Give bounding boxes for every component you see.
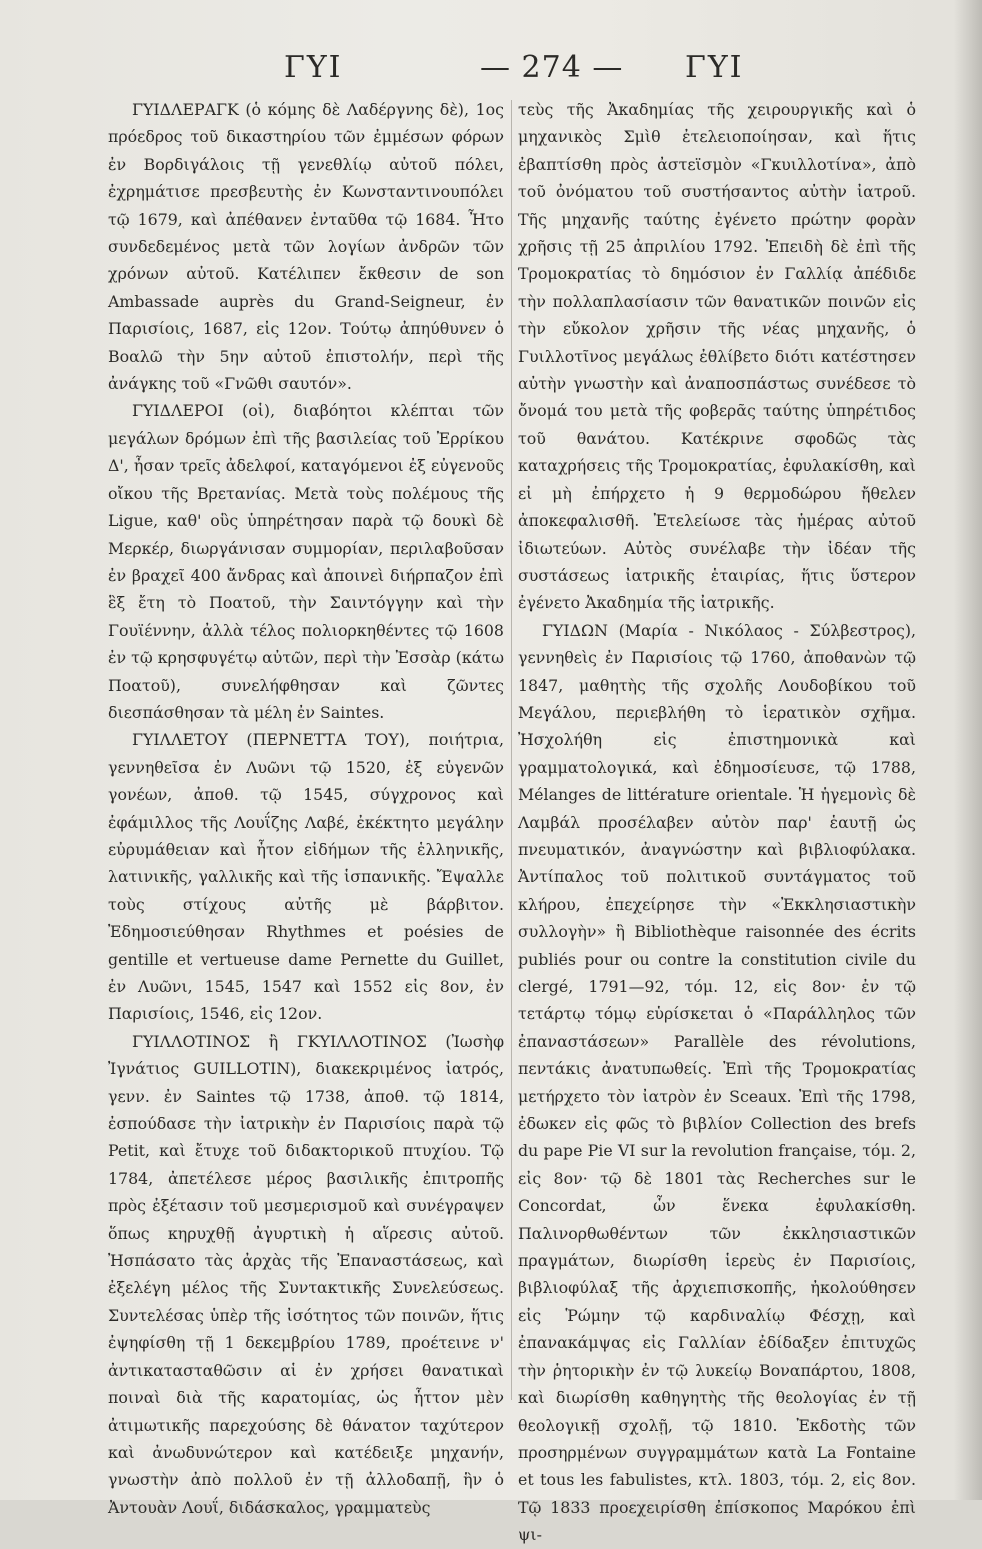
entry-guillotin: ΓΥΙΛΛΟΤΙΝΟΣ ἢ ΓΚΥΙΛΛΟΤΙΝΟΣ (Ἰωσὴφ Ἰγνάτιος GUILLOTIN), διακεκριμένος ἰατρός, γενν. ἐν Saintes τῷ 1738, ἀποθ. τῷ 1814, ἐσπούδασε τὴν ἰατρικὴν ἐν Παρισίοις παρὰ τῷ Petit, καὶ ἔτυχε τοῦ διδακτορικοῦ πτυχίου. Τῷ 1784, ἀπετέλεσε μέρος βασιλικῆς ἐπιτροπῆς πρὸς ἐξέτασιν τοῦ μεσμερισμοῦ καὶ συνέγραψεν ὅπως κηρυχθῇ ἀγυρτικὴ ἡ αἵρεσις αὐτοῦ. Ἠσπάσατο τὰς ἀρχὰς τῆς Ἐπαναστάσεως, καὶ ἐξελέγη μέλος τῆς Συντακτικῆς Συνελεύσεως. Συντελέσας ὑπὲρ τῆς ἰσότητος τῶν ποινῶν, ἥτις ἐψηφίσθη τῇ 1 δεκεμβρίου 1789, προέτεινε ν' ἀντικατασταθῶσιν αἱ ἐν χρήσει θανατικαὶ ποιναὶ διὰ τῆς καρατομίας, ὡς ἧττον μὲν ἀτιμωτικῆς παρεχούσης δὲ θάνατον ταχύτερον καὶ ἀνωδυνώτερον καὶ κατέδειξε μηχανήν, γνωστὴν ἀπὸ πολλοῦ ἐν τῇ ἀλλοδαπῇ, ἣν ὁ Ἀντουὰν Λουΐ, διδάσκαλος, γραμματεὺς bbox=[108, 1031, 504, 1517]
entry-guidleroi: ΓΥΙΔΛΕΡΟΙ (οἱ), διαβόητοι κλέπται τῶν μεγάλων δρόμων ἐπὶ τῆς βασιλείας τοῦ Ἐρρίκου Δ', ἦσαν τρεῖς ἀδελφοί, καταγόμενοι ἐξ εὐγενοῦς οἴκου τῆς Βρετανίας. Μετὰ τοὺς πολέμους τῆς Ligue, καθ' οὓς ὑπηρέτησαν παρὰ τῷ δουκὶ δὲ Μερκέρ, διωργάνισαν συμμορίαν, περιλαβοῦσαν ἐν βραχεῖ 400 ἄνδρας καὶ ἀποινεὶ διήρπαζον ἐπὶ ἓξ ἔτη τὸ Ποατοῦ, τὴν Σαιντόγγην καὶ τὴν Γουϊέννην, ἀλλὰ τέλος πολιορκηθέντες τῷ 1608 ἐν τῷ κρησφυγέτῳ αὐτῶν, περὶ τὴν Ἐσσὰρ (κάτω Ποατοῦ), συνελήφθησαν καὶ ζῶντες διεσπάσθησαν τὰ μέλη ἐν Saintes. bbox=[108, 401, 504, 722]
running-header bbox=[100, 50, 920, 90]
header-right-guide-word: ΓΥΙ bbox=[685, 50, 744, 85]
entry-guidon: ΓΥΙΔΩΝ (Μαρία - Νικόλαος - Σύλβεστρος), γεννηθεὶς ἐν Παρισίοις τῷ 1760, ἀποθανὼν τῷ 1847, μαθητὴς τῆς σχολῆς Λουδοβίκου τοῦ Μεγάλου, περιεβλήθη τὸ ἱερατικὸν σχῆμα. Ἠσχολήθη εἰς ἐπιστημονικὰ καὶ γραμματολογικά, καὶ ἐδημοσίευσε, τῷ 1788, Mélanges de littérature orientale. Ἡ ἡγεμονὶς δὲ Λαμβάλ προσέλαβεν αὐτὸν παρ' ἑαυτῇ ὡς πνευματικόν, ἀναγνώστην καὶ βιβλιοφύλακα. Ἀντίπαλος τοῦ πολιτικοῦ συντάγματος τοῦ κλήρου, ἐπεχείρησε τὴν «Ἐκκλησιαστικὴν συλλογὴν» ἢ Bibliothèque raisonnée des écrits publiés pour ou contre la constitution civile du clergé, 1791—92, τόμ. 12, εἰς 8ον· ἐν τῷ τετάρτῳ τόμῳ εὑρίσκεται ὁ «Παράλληλος τῶν ἐπαναστάσεων» Parallèle des révolutions, πεντάκις ἀνατυπωθείς. Ἐπὶ τῆς Τρομοκρατίας μετήρχετο τὸν ἰατρὸν ἐν Sceaux. Ἐπὶ τῆς 1798, ἐδωκεν εἰς φῶς τὸ βιβλίον Collection des brefs du pape Pie VI sur la revolution française, τόμ. 2, εἰς 8ον· τῷ δὲ 1801 τὰς Recherches sur le Concordat, ὧν ἕνεκα ἐφυλακίσθη. Παλινορθωθέντων τῶν ἐκκλησιαστικῶν πραγμάτων, διωρίσθη ἱερεὺς ἐν Παρισίοις, βιβλιοφύλαξ τῆς ἀρχιεπισκοπῆς, ἠκολούθησεν εἰς Ῥώμην τῷ καρδιναλίῳ Φέσχῃ, καὶ ἐπανακάμψας εἰς Γαλλίαν ἐδίδαξεν ἐπιτυχῶς τὴν ῥητορικὴν ἐν τῷ λυκείῳ Βοναπάρτου, 1808, καὶ διωρίσθη καθηγητὴς τῆς θεολογίας ἐν τῇ θεολογικῇ σχολῇ, τῷ 1810. Ἐκδοτὴς τῶν προσηρμένων συγγραμμάτων κατὰ La Fontaine et tous les fabulistes, κτλ. 1803, τόμ. 2, εἰς 8ον. Τῷ 1833 προεχειρίσθη ἐπίσκοπος Μαρόκου ἐπὶ ψι- bbox=[518, 620, 916, 1545]
entry-guillet: ΓΥΙΛΛΕΤΟΥ (ΠΕΡΝΕΤΤΑ ΤΟΥ), ποιήτρια, γεννηθεῖσα ἐν Λυῶνι τῷ 1520, ἐξ εὐγενῶν γονέων, ἀποθ. τῷ 1545, σύγχρονος καὶ ἐφάμιλλος τῆς Λουΐζης Λαβέ, ἐκέκτητο μεγάλην εὐρυμάθειαν καὶ ἦτον εἰδήμων τῆς ἑλληνικῆς, λατινικῆς, γαλλικῆς καὶ τῆς ἱσπανικῆς. Ἔψαλλε τοὺς στίχους αὐτῆς μὲ βάρβιτον. Ἐδημοσιεύθησαν Rhythmes et poésies de gentille et vertueuse dame Pernette du Guillet, ἐν Λυῶνι, 1545, 1547 καὶ 1552 εἰς 8ον, ἐν Παρισίοις, 1546, εἰς 12ον. bbox=[108, 730, 504, 1024]
entry-guillotin-continued: τεὺς τῆς Ἀκαδημίας τῆς χειρουργικῆς καὶ ὁ μηχανικὸς Σμὶθ ἐτελειοποίησαν, καὶ ἥτις ἐβαπτίσθη πρὸς ἀστεϊσμὸν «Γκυιλλοτίνα», ἀπὸ τοῦ ὀνόματου τοῦ συστήσαντος αὐτὴν ἰατροῦ. Τῆς μηχανῆς ταύτης ἐγένετο πρώτην φορὰν χρῆσις τῇ 25 ἀπριλίου 1792. Ἐπειδὴ δὲ ἐπὶ τῆς Τρομοκρατίας τὸ δημόσιον ἐν Γαλλίᾳ ἀπέδιδε τὴν πολλαπλασίασιν τῶν θανατικῶν ποινῶν εἰς τὴν εὔκολον χρῆσιν τῆς νέας μηχανῆς, ὁ Γυιλλοτῖνος μεγάλως ἐθλίβετο διότι κατέστησεν αὐτὴν γνωστὴν καὶ ἀναποσπάστως συνέδεσε τὸ ὄνομά του μετὰ τῆς φοβερᾶς ταύτης ὑπηρέτιδος τοῦ θανάτου. Κατέκρινε σφοδῶς τὰς καταχρήσεις τῆς Τρομοκρατίας, ἐφυλακίσθη, καὶ εἰ μὴ ἐπήρχετο ἡ 9 θερμοδώρου ἤθελεν ἀποκεφαλισθῆ. Ἐτελείωσε τὰς ἡμέρας αὐτοῦ ἰδιωτεύων. Αὐτὸς συνέλαβε τὴν ἰδέαν τῆς συστάσεως ἰατρικῆς ἑταιρίας, ἥτις ὕστερον ἐγένετο Ἀκαδημία τῆς ἰατρικῆς. bbox=[518, 100, 916, 613]
header-left-guide-word: ΓΥΙ bbox=[284, 50, 343, 85]
left-column bbox=[108, 96, 504, 1521]
column-divider bbox=[511, 100, 512, 1400]
page-number: — 274 — bbox=[480, 50, 624, 85]
entry-guidlerag: ΓΥΙΔΛΕΡΑΓΚ (ὁ κόμης δὲ Λαδέργνης δὲ), 1ος πρόεδρος τοῦ δικαστηρίου τῶν ἐμμέσων φόρων ἐν Βορδιγάλοις τῇ γενεθλίῳ αὐτοῦ πόλει, ἐχρημάτισε πρεσβευτὴς ἐν Κωνσταντινουπόλει τῷ 1679, καὶ ἀπέθανεν ἐνταῦθα τῷ 1684. Ἦτο συνδεδεμένος μετὰ τῶν λογίων ἀνδρῶν τῶν χρόνων αὐτοῦ. Κατέλιπεν ἔκθεσιν de son Ambassade auprès du Grand-Seigneur, ἐν Παρισίοις, 1687, εἰς 12ον. Τούτῳ ἀπηύθυνεν ὁ Βοαλῶ τὴν 5ην αὐτοῦ ἐπιστολήν, περὶ τῆς ἀνάγκης τοῦ «Γνῶθι σαυτόν». bbox=[108, 100, 504, 394]
right-column bbox=[518, 96, 916, 1549]
